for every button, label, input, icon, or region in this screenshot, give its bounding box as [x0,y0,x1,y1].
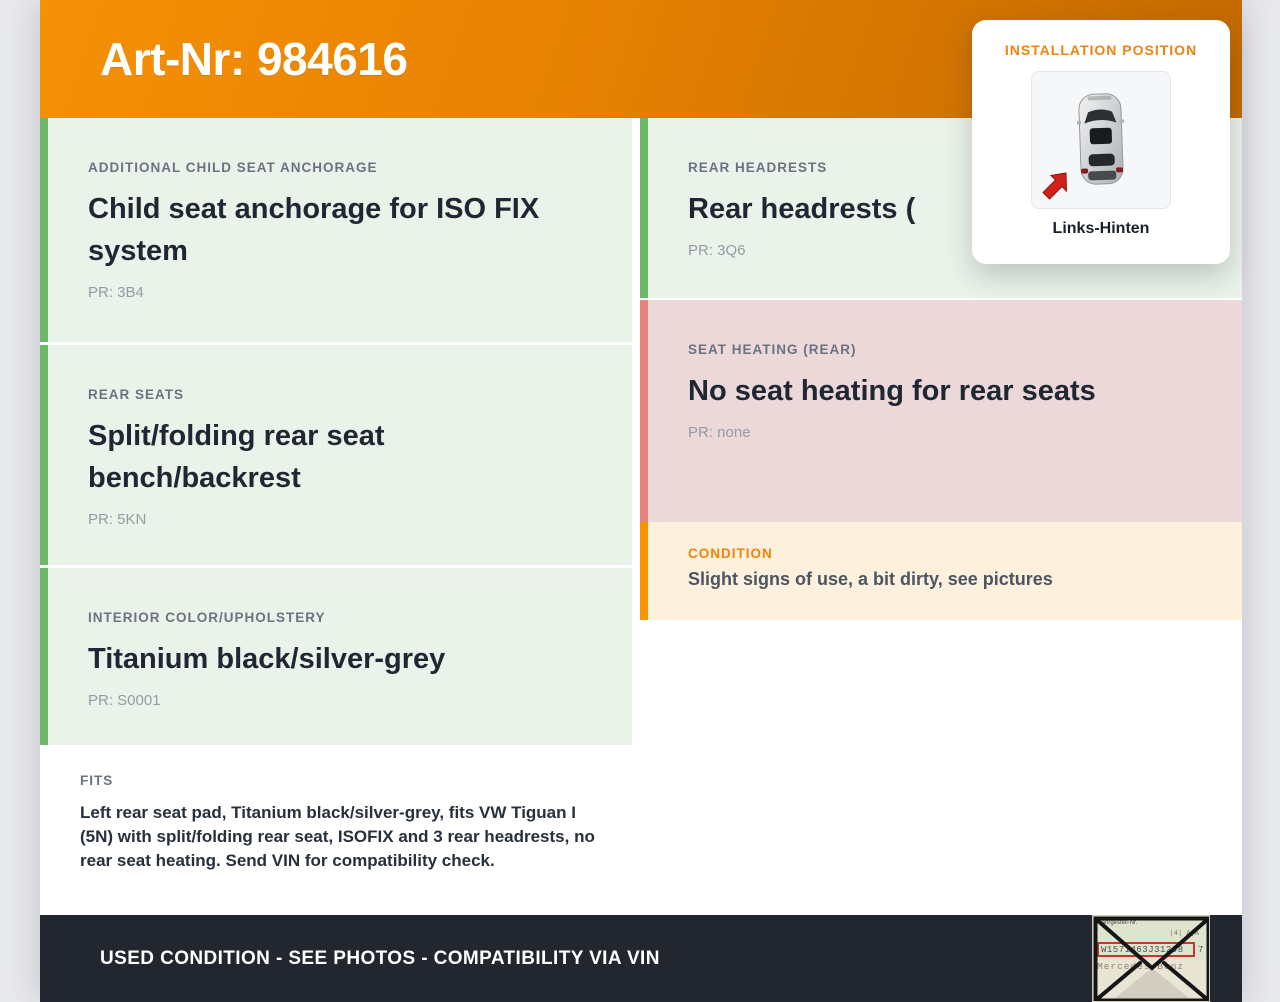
pr-code: PR: S0001 [88,692,161,709]
product-sheet [40,0,1242,1002]
card-seat-heating [640,300,1242,522]
card-condition [640,522,1242,620]
installation-position-card [972,20,1230,264]
card-label: SEAT HEATING (REAR) [688,342,857,357]
fits-description: Left rear seat pad, Titanium black/silver-grey, fits VW Tiguan I (5N) with split/folding rear seat, ISOFIX and 3 rear headrests, no rear seat heating. Send VIN for compatibility check. [80,803,595,870]
installation-position-value: Links-Hinten [1052,220,1150,237]
brand-text: Mercedes-Benz [1097,961,1185,972]
footer-banner [40,915,1242,1002]
card-label: FITS [80,773,114,788]
car-position-image [1031,71,1171,209]
card-label: ADDITIONAL CHILD SEAT ANCHORAGE [88,160,378,175]
red-arrow-icon [1039,170,1069,200]
card-label: CONDITION [688,546,773,561]
pr-code: PR: 3Q6 [688,242,746,259]
card-title: Titanium black/silver-grey [88,643,446,675]
pr-code: PR: 3B4 [88,284,144,301]
pr-code: PR: none [688,424,751,441]
card-label: REAR SEATS [88,387,185,402]
left-column [40,118,632,915]
pr-code: PR: 5KN [88,511,147,528]
card-rear-seats [40,345,632,565]
vin-suffix: 7 [1198,945,1204,955]
car-top-view-icon [1077,92,1125,188]
document-code: |4| A|A [1169,930,1199,938]
footer-text: USED CONDITION - SEE PHOTOS - COMPATIBILITY VIA VIN [100,947,660,969]
card-label: REAR HEADRESTS [688,160,828,175]
card-interior-color [40,568,632,745]
card-title: Rear headrests ( [688,193,916,225]
card-title: No seat heating for rear seats [688,375,1096,407]
installation-position-label: INSTALLATION POSITION [1004,42,1198,58]
card-title: Child seat anchorage for ISO FIX system [88,193,540,267]
vin-document-photo [1092,915,1210,1002]
card-fits [40,752,632,915]
card-title: Split/folding rear seat bench/backrest [88,420,385,494]
page-title: Art-Nr: 984616 [100,33,408,85]
card-child-seat-anchorage [40,118,632,342]
condition-description: Slight signs of use, a bit dirty, see pictures [688,569,1053,589]
vin-number: W1571463J31298 [1101,944,1184,955]
card-label: INTERIOR COLOR/UPHOLSTERY [88,610,326,625]
document-label: Fahrgestell-Nr. [1098,920,1138,926]
envelope-icon [1093,916,1210,1002]
